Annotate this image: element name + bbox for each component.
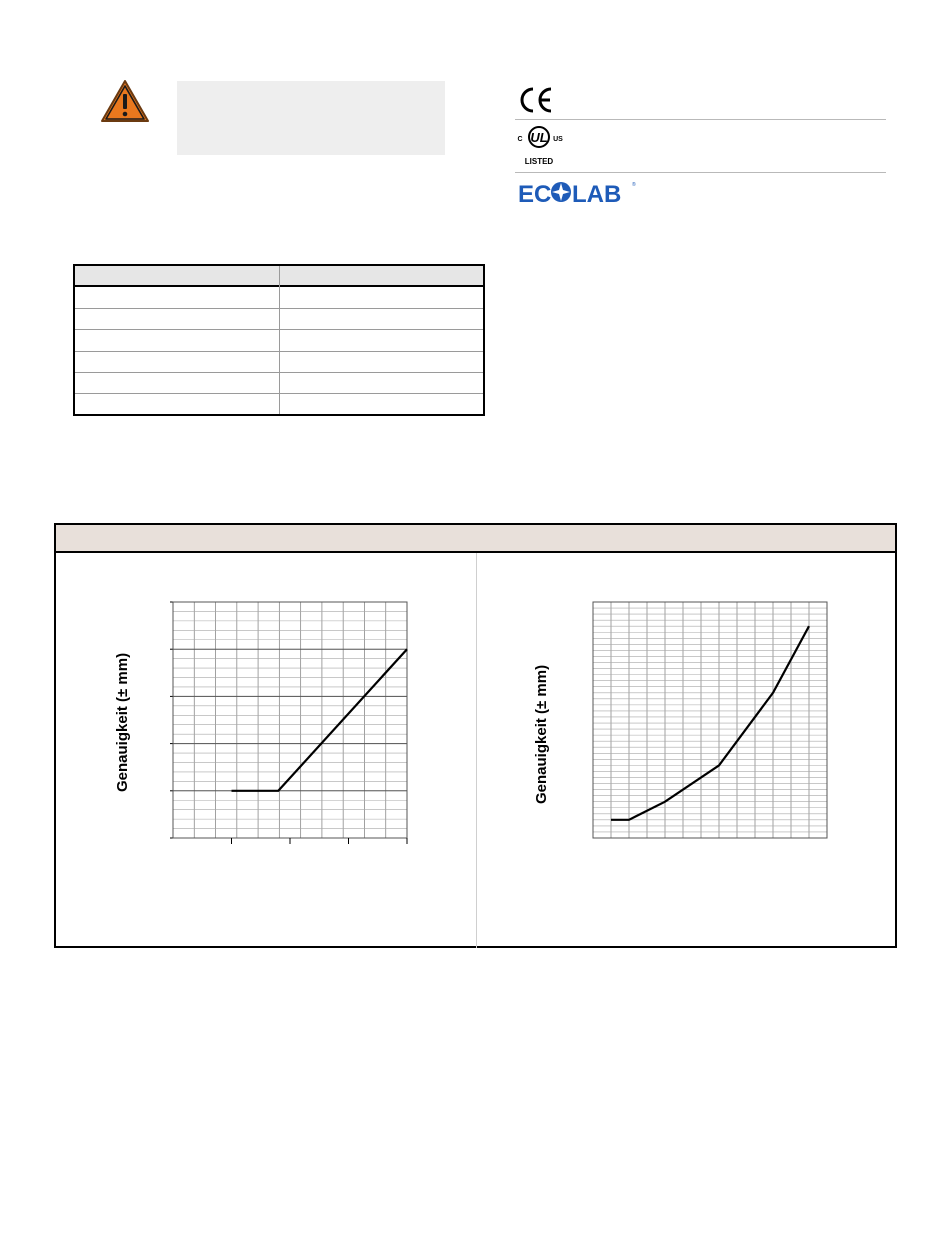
plot-frame [173, 602, 407, 838]
ecolab-certification-row [515, 173, 886, 213]
ce-mark-icon [518, 86, 556, 114]
panel-column-divider [476, 553, 477, 948]
table-row-divider [75, 308, 483, 309]
chart-2-y-axis-label: Genauigkeit (± mm) [533, 664, 550, 804]
ul-listed-icon [515, 123, 563, 167]
table-row-divider [75, 351, 483, 352]
column-divider [279, 266, 280, 414]
svg-text:US: US [553, 136, 563, 143]
accuracy-chart-2 [593, 602, 829, 840]
warning-triangle-icon [100, 79, 150, 124]
plot-frame [593, 602, 827, 838]
warning-notice-box [177, 81, 445, 155]
svg-text:C: C [517, 136, 523, 143]
svg-text:EC: EC [518, 181, 552, 205]
table-row-divider [75, 372, 483, 373]
svg-text:LISTED: LISTED [524, 157, 554, 166]
ecolab-logo [518, 179, 638, 205]
svg-text:LAB: LAB [572, 181, 622, 205]
table-row-divider [75, 329, 483, 330]
svg-text:®: ® [632, 182, 636, 188]
specification-table [73, 264, 485, 416]
table-row-divider [75, 393, 483, 394]
chart-1-y-axis-label: Genauigkeit (± mm) [114, 652, 131, 792]
accuracy-chart-1 [173, 602, 409, 848]
ul-certification-row [515, 120, 886, 173]
accuracy-panel-header [56, 525, 895, 553]
svg-text:UL: UL [530, 130, 548, 145]
ce-certification-row [515, 86, 886, 120]
